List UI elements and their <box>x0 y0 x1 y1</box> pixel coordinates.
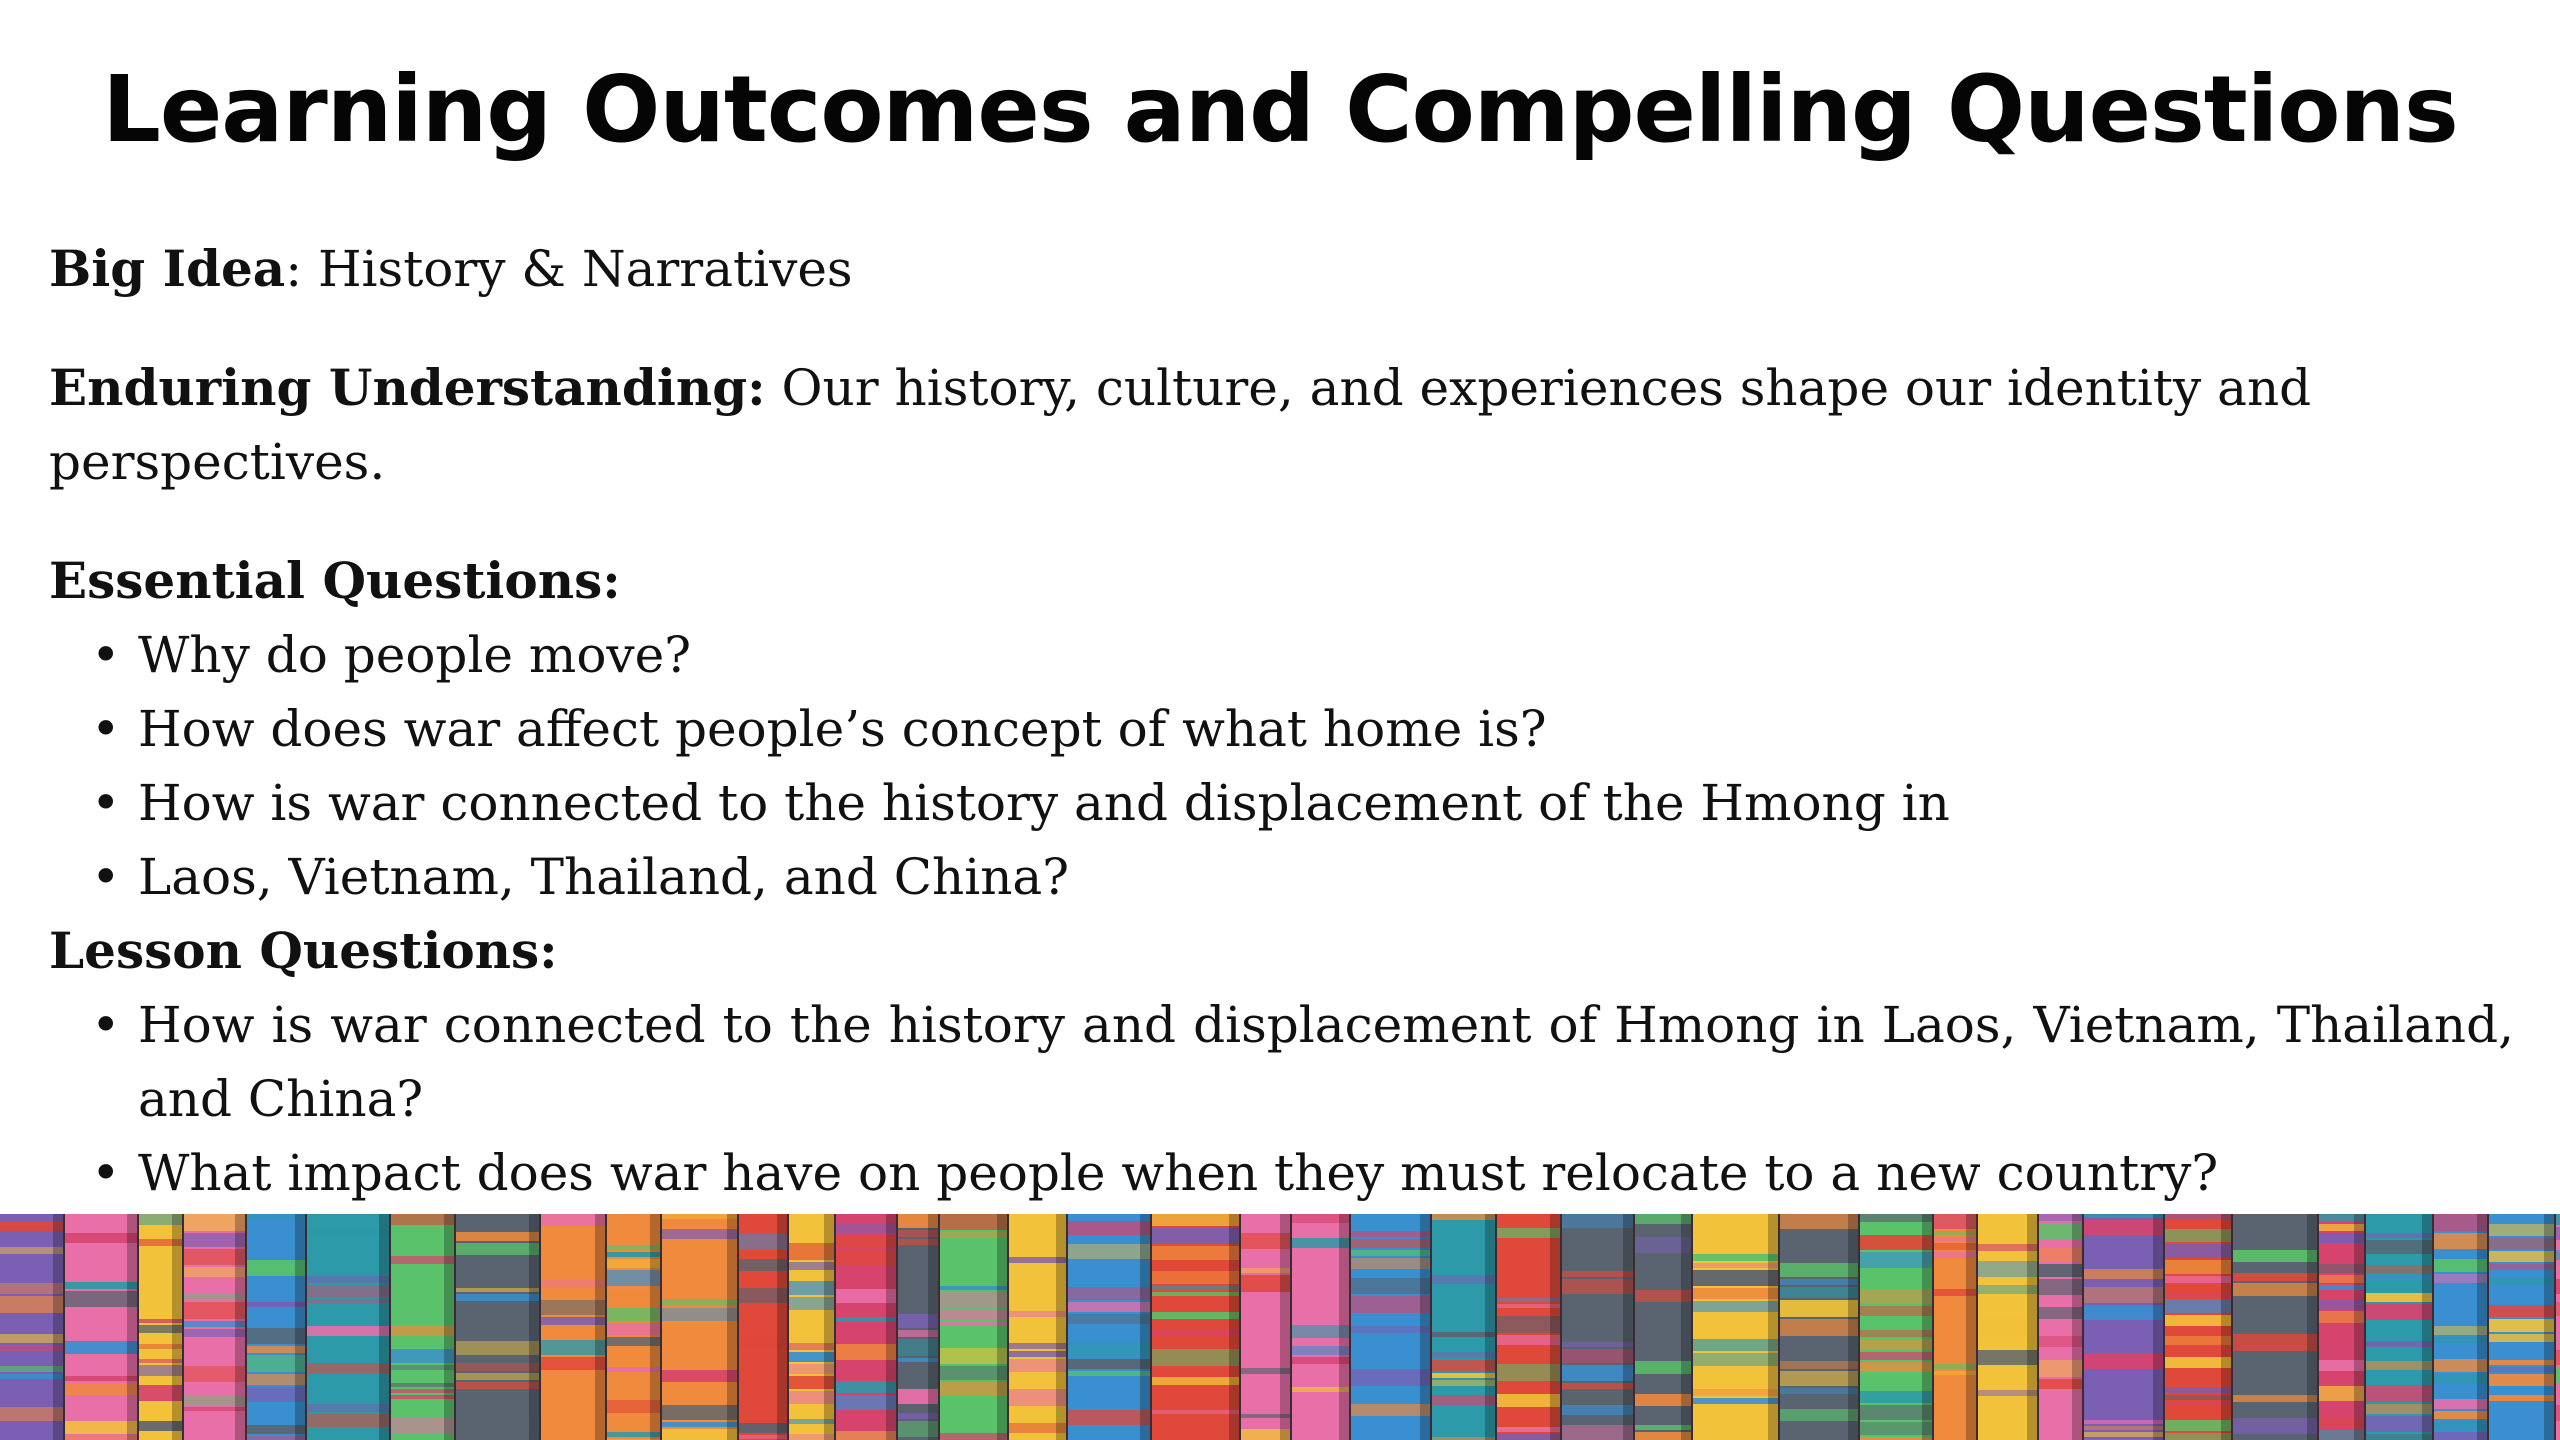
fabric-roll <box>307 1214 389 1440</box>
fabric-roll <box>184 1214 245 1440</box>
fabric-roll <box>2556 1214 2560 1440</box>
list-item: • How is war connected to the history and displacement of the Hmong in <box>49 766 2514 840</box>
fabric-roll <box>1934 1214 1976 1440</box>
fabric-roll <box>1860 1214 1932 1440</box>
fabric-roll <box>2319 1214 2364 1440</box>
fabric-roll <box>0 1214 63 1440</box>
fabric-roll <box>65 1214 137 1440</box>
fabric-roll <box>2434 1214 2487 1440</box>
bullet-icon: • <box>91 848 121 906</box>
bullet-icon: • <box>91 1144 121 1202</box>
list-item: • How is war connected to the history and displacement of Hmong in Laos, Vietnam, Thailand, and China? <box>49 988 2514 1136</box>
fabric-roll <box>1978 1214 2037 1440</box>
bullet-icon: • <box>91 626 121 684</box>
fabric-roll <box>1693 1214 1778 1440</box>
big-idea-label: Big Idea <box>49 239 286 298</box>
fabric-roll <box>1351 1214 1430 1440</box>
list-item: • How does war affect people’s concept of what home is? <box>49 692 2514 766</box>
fabric-roll <box>2039 1214 2082 1440</box>
fabric-roll <box>1152 1214 1239 1440</box>
big-idea-line <box>49 232 2514 306</box>
fabric-roll <box>247 1214 305 1440</box>
fabric-roll <box>1635 1214 1691 1440</box>
bullet-icon: • <box>91 996 121 1054</box>
lesson-questions-heading: Lesson Questions: <box>49 921 558 980</box>
fabric-roll <box>1497 1214 1560 1440</box>
fabric-roll <box>662 1214 737 1440</box>
fabric-roll <box>2165 1214 2231 1440</box>
fabric-roll <box>898 1214 938 1440</box>
fabric-roll <box>139 1214 182 1440</box>
slide-content <box>49 232 2514 1284</box>
fabric-roll <box>739 1214 787 1440</box>
fabric-roll <box>541 1214 605 1440</box>
fabric-roll <box>2084 1214 2163 1440</box>
fabric-roll <box>607 1214 660 1440</box>
list-item: • Why do people move? <box>49 618 2514 692</box>
fabric-roll <box>1009 1214 1066 1440</box>
list-item: • What impact does war have on people when they must relocate to a new country? <box>49 1136 2514 1210</box>
fabric-roll <box>1780 1214 1858 1440</box>
fabric-roll <box>2489 1214 2554 1440</box>
bullet-icon: • <box>91 774 121 832</box>
big-idea-text: History & Narratives <box>317 240 853 298</box>
fabric-roll <box>2233 1214 2317 1440</box>
textile-pattern <box>0 1214 2560 1440</box>
fabric-roll <box>1432 1214 1495 1440</box>
big-idea-separator: : <box>285 240 318 298</box>
essential-questions-list <box>49 618 2514 914</box>
page-title: Learning Outcomes and Compelling Questions <box>102 56 2458 163</box>
fabric-roll <box>1241 1214 1290 1440</box>
bullet-icon: • <box>91 700 121 758</box>
enduring-understanding-line <box>49 351 2514 499</box>
fabric-roll <box>391 1214 454 1440</box>
essential-questions-heading: Essential Questions: <box>49 551 621 610</box>
enduring-understanding-text: Our history, culture, and experiences shape our identity and perspectives. <box>49 359 2312 491</box>
fabric-roll <box>2366 1214 2432 1440</box>
enduring-understanding-label: Enduring Understanding: <box>49 358 766 417</box>
fabric-roll <box>1068 1214 1150 1440</box>
textile-banner-image <box>0 1214 2560 1440</box>
fabric-roll <box>1292 1214 1349 1440</box>
fabric-roll <box>836 1214 896 1440</box>
fabric-roll <box>1562 1214 1633 1440</box>
fabric-roll <box>789 1214 834 1440</box>
fabric-roll <box>940 1214 1007 1440</box>
fabric-roll <box>456 1214 539 1440</box>
list-item: • Laos, Vietnam, Thailand, and China? <box>49 840 2514 914</box>
